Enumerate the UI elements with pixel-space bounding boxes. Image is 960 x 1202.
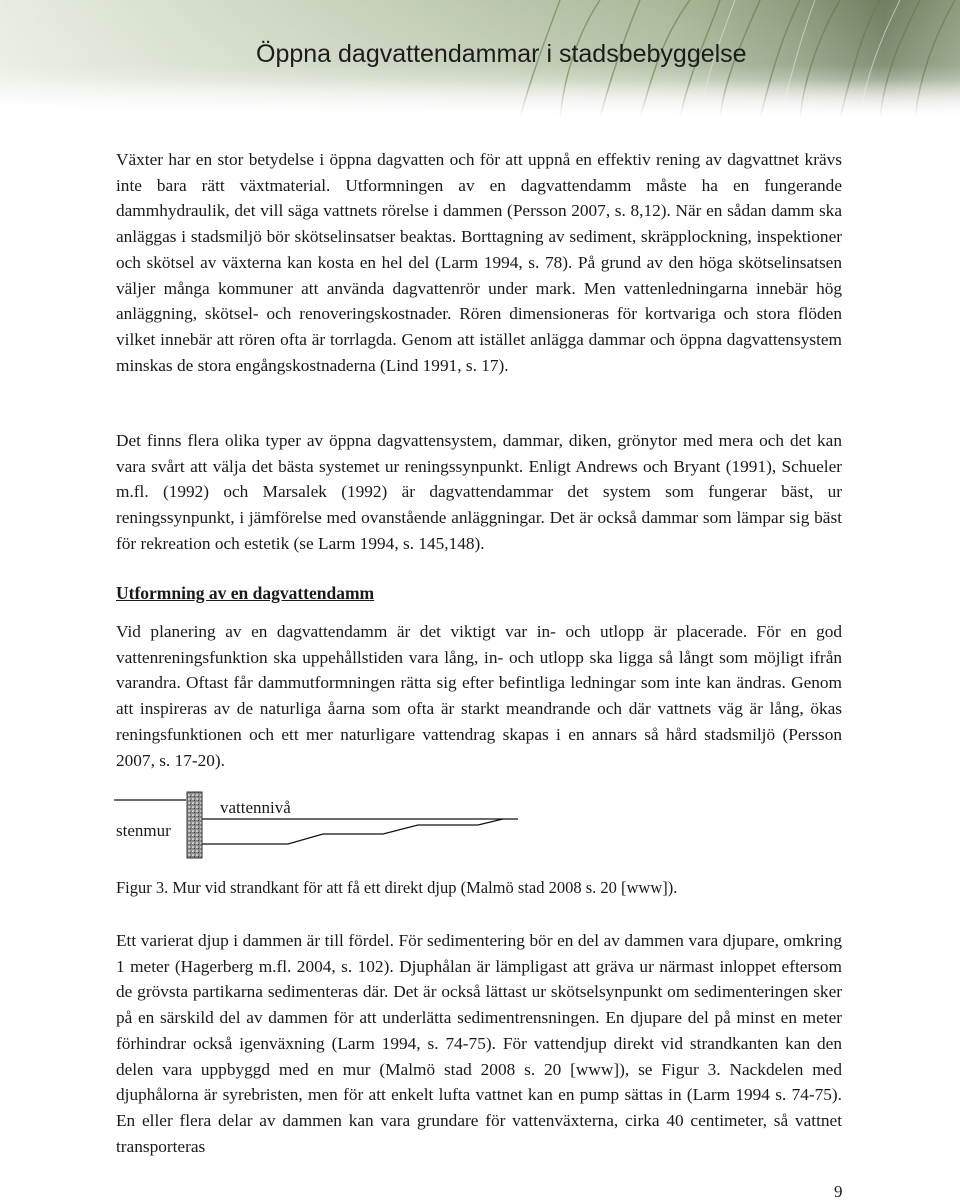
figure-caption: Figur 3. Mur vid strandkant för att få ett direkt djup (Malmö stad 2008 s. 20 [www]).: [116, 878, 678, 897]
header-banner: [0, 0, 960, 118]
page-number: 9: [834, 1182, 843, 1201]
pond-bottom-profile: [202, 819, 503, 844]
figure-wall-diagram: [108, 786, 528, 866]
page-title: Öppna dagvattendammar i stadsbebyggelse: [256, 40, 747, 68]
paragraph-1: Växter har en stor betydelse i öppna dagvatten och för att uppnå en effektiv rening av dagvattnet krävs inte bara rätt växtmaterial. Utformningen av en dagvattendamm måste ha en fungerande dammhydraulik, det vill säga vattnets rörelse i dammen (Persson 2007, s. 8,12). När en sådan damm ska anläggas i stadsmiljö bör skötselinsatser beaktas. Borttagning av sediment, skräpplockning, inspektioner och skötsel av växterna kan kosta en hel del (Larm 1994, s. 78). På grund av den höga skötselinsatsen väljer många kommuner att använda dagvattenrör under mark. Men vattenledningarna innebär hög anläggning, skötsel- och renoveringskostnader. Rören dimensioneras för kortvariga och stora flöden vilket innebär att rören ofta är torrlagda. Genom att istället anlägga dammar och öppna dagvattensystem minskas de stora engångskostnaderna (Lind 1991, s. 17).: [116, 150, 842, 375]
figure-label-stone-wall: stenmur: [116, 821, 171, 840]
paragraph-2: Det finns flera olika typer av öppna dagvattensystem, dammar, diken, grönytor med mera och det kan vara svårt att välja det bästa systemet ur reningssynpunkt. Enligt Andrews och Bryant (1991), Schueler m.fl. (1992) och Marsalek (1992) är dagvattendammar det system som fungerar bäst, ur reningssynpunkt, i jämförelse med ovanstående anläggningar. Det är också dammar som lämpar sig bäst för rekreation och estetik (se Larm 1994, s. 145,148).: [116, 431, 842, 553]
section-heading: Utformning av en dagvattendamm: [116, 583, 375, 603]
figure-label-water-level: vattennivå: [220, 798, 291, 817]
paragraph-3: Vid planering av en dagvattendamm är det viktigt var in- och utlopp är placerade. För en god vattenreningsfunktion ska uppehållstiden vara lång, in- och utlopp ska ligga så långt som möjligt ifrån varandra. Oftast får dammutformningen rätta sig efter befintliga ledningar som inte kan ändras. Genom att inspireras av de naturliga åarna som ofta är starkt meandrande och där vattnets väg är lång, ökas reningsfunktionen och ett mer naturligare vattendrag skapas i en annars så hård stadsmiljö (Persson 2007, s. 17-20).: [116, 622, 842, 770]
stone-wall: [187, 792, 202, 858]
paragraph-4: Ett varierat djup i dammen är till fördel. För sedimentering bör en del av dammen vara djupare, omkring 1 meter (Hagerberg m.fl. 2004, s. 102). Djuphålan är lämpligast att gräva ur närmast inloppet eftersom de grövsta partikarna sedimenteras där. Det är också lättast ur skötselsynpunkt om sedimenteringen sker på en särskild del av dammen för att underlätta sedimentrensningen. En djupare del på minst en meter förhindrar också igenväxning (Larm 1994, s. 74-75). För vattendjup direkt vid strandkanten kan den delen vara uppbyggd med en mur (Malmö stad 2008 s. 20 [www]), se Figur 3. Nackdelen med djuphålorna är syrebristen, men för att enkelt lufta vattnet kan en pump sättas in (Larm 1994 s. 74-75). En eller flera delar av dammen kan vara grundare för vattenväxterna, cirka 40 centimeter, så vattnet transporteras: [116, 931, 842, 1156]
